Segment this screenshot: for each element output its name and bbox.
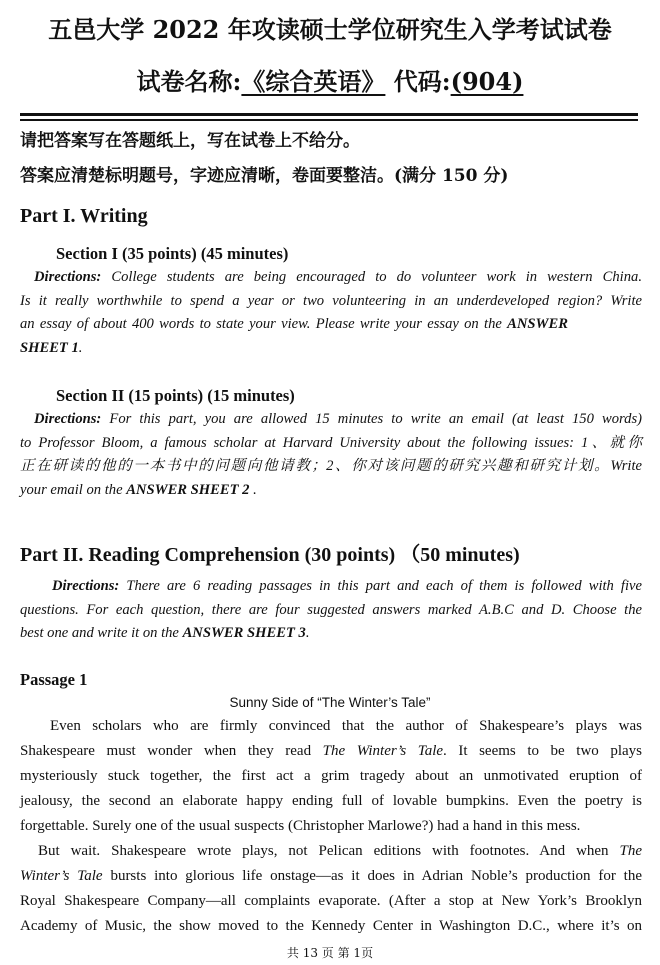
part2-directions: Directions: There are 6 reading passages in this part and each of them is followed with five questions. For each question, there are four suggested answers marked A.B.C and D. Choose the best one and write it on the ANSWER SHEET 3. <box>20 578 642 641</box>
answer-sheet-1-cont: SHEET 1 <box>20 339 79 356</box>
paper-name-line <box>0 62 660 97</box>
answer-sheet-1: ANSWER <box>507 316 568 332</box>
part2-heading: Part II. Reading Comprehension (30 points) （50 minutes) <box>20 544 520 566</box>
paper-name-label: 试卷名称: <box>136 67 242 96</box>
section2-directions: Directions: For this part, you are allowed 15 minutes to write an email (at least 150 words) to Professor Bloom, a famous scholar at Harvard University about the following issues: 1、就你 正在研读的他的一本书中的问题向他请教；2、你对该问题的研究兴趣和研究计划。Write your email on the ANSWER SHEET 2 . <box>20 411 643 498</box>
passage1-title: Sunny Side of “The Winter’s Tale” <box>229 695 431 710</box>
exam-title: 五邑大学 2022 年攻读硕士学位研究生入学考试试卷 <box>48 15 612 44</box>
section2-heading: Section II (15 points) (15 minutes) <box>56 386 295 405</box>
section1-directions: Directions: College students are being encouraged to do volunteer work in western China. Is it really worthwhile to spend a year or two volunteering in an underdeveloped region? Write an essay of about 400 words to state your view. Please write your essay on the ANSWER SHEET 1. <box>20 269 642 356</box>
paper-code-value: (904) <box>450 67 524 96</box>
header-rule-thin <box>20 119 638 121</box>
paper-name-value: 《综合英语》 <box>241 67 386 96</box>
paper-code-label: 代码: <box>393 67 451 96</box>
page-footer: 共 13 页 第 1页 <box>286 946 374 960</box>
answer-sheet-3: ANSWER SHEET 3 <box>182 625 306 641</box>
section2-directions-label: Directions: <box>34 411 102 427</box>
section1-heading: Section I (35 points) (45 minutes) <box>56 244 289 263</box>
passage1-paragraph-2: But wait. Shakespeare wrote plays, not Pelican editions with footnotes. And when The Winter’s Tale bursts into glorious life onstage—as it does in Adrian Noble’s production for the Royal Shakespeare Company—all complaints evaporate. (After a stop at New York’s Brooklyn Academy of Music, the show moved to the Kennedy Center in Washington D.C., where it’s on <box>20 843 642 934</box>
answer-sheet-2: ANSWER SHEET 2 <box>126 481 250 498</box>
header-rule-thick <box>20 113 638 116</box>
notice-line-2: 答案应清楚标明题号，字迹应清晰，卷面要整洁。(满分 150 分) <box>20 166 509 186</box>
part1-heading: Part I. Writing <box>20 205 148 227</box>
passage1-paragraph-1: Even scholars who are firmly convinced that the author of Shakespeare’s plays was Shakespeare must wonder when they read The Winter’s Tale. It seems to be two plays mysteriously stuck together, the first act a grim tragedy about an unmotivated eruption of jealousy, the second an elaborate happy ending full of lovable bumpkins. Even the poetry is forgettable. Surely one of the usual suspects (Christopher Marlowe?) had a hand in this mess. <box>20 718 643 834</box>
notice-line-1: 请把答案写在答题纸上，写在试卷上不给分。 <box>20 131 360 151</box>
passage1-label: Passage 1 <box>20 670 88 689</box>
play-title: The Winter’s Tale <box>322 743 444 759</box>
part2-directions-label: Directions: <box>52 578 120 594</box>
play-title-2: Winter’s Tale <box>20 868 103 884</box>
section1-directions-label: Directions: <box>34 269 102 285</box>
